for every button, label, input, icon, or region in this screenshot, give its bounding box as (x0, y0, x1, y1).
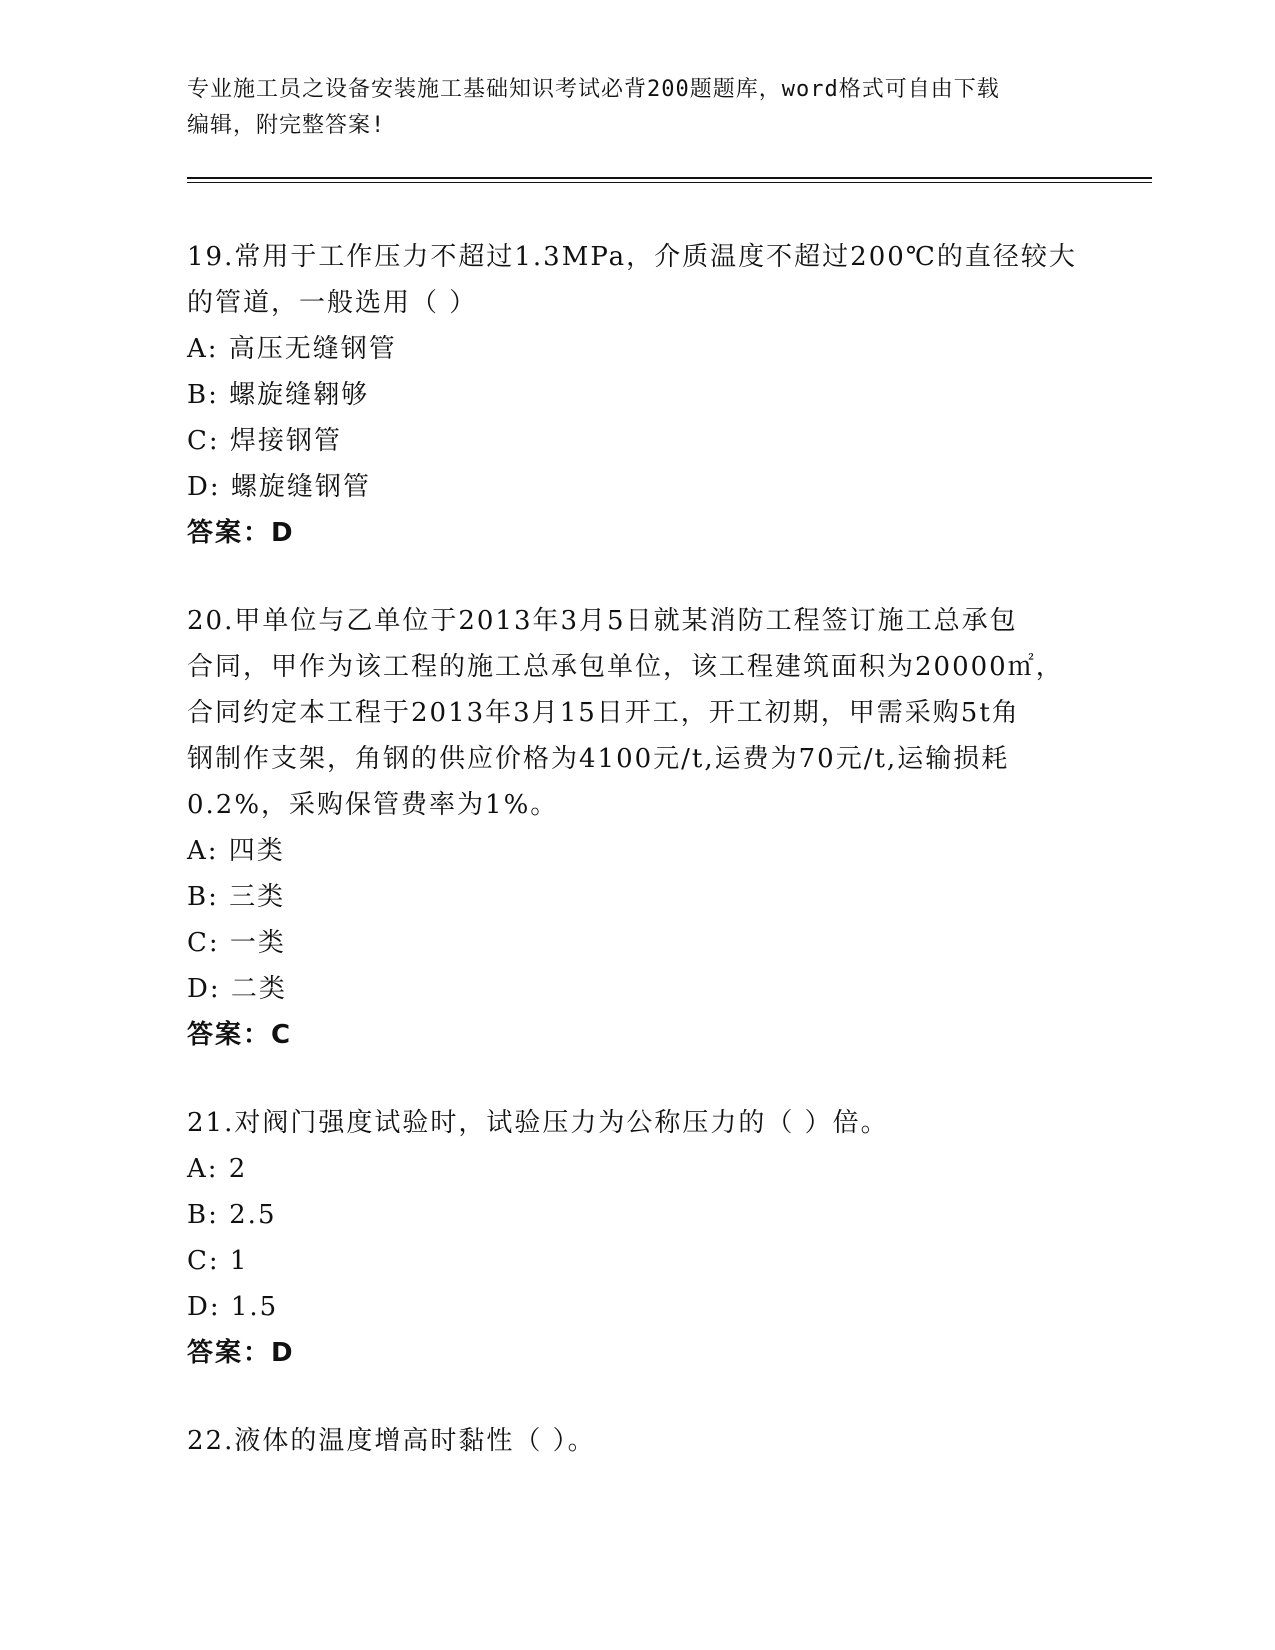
document-header (187, 72, 1077, 144)
header-divider-thin (187, 182, 1152, 183)
question-stem-line: 合同约定本工程于2013年3月15日开工，开工初期，甲需采购5t角 (187, 698, 1020, 728)
question-stem-line: 合同，甲作为该工程的施工总承包单位，该工程建筑面积为20000㎡， (187, 652, 1064, 682)
option-a: A: 四类 (187, 836, 285, 866)
question-20 (187, 598, 1087, 1058)
question-22 (187, 1418, 1087, 1464)
answer: 答案：C (187, 1020, 293, 1050)
option-c: C: 一类 (187, 928, 286, 958)
question-stem-line: 20.甲单位与乙单位于2013年3月5日就某消防工程签订施工总承包 (187, 606, 1018, 636)
question-21 (187, 1100, 1087, 1376)
option-b: B: 螺旋缝翱够 (187, 380, 370, 410)
answer: 答案：D (187, 1338, 295, 1368)
option-b: B: 三类 (187, 882, 286, 912)
question-stem-line: 21.对阀门强度试验时，试验压力为公称压力的（ ）倍。 (187, 1108, 889, 1138)
answer: 答案：D (187, 518, 295, 548)
header-divider (187, 177, 1152, 179)
option-d: D: 螺旋缝钢管 (187, 472, 371, 502)
header-line: 专业施工员之设备安装施工基础知识考试必背200题题库，word格式可自由下载 (187, 77, 1000, 102)
option-c: C: 焊接钢管 (187, 426, 342, 456)
option-a: A: 2 (187, 1154, 248, 1184)
question-19 (187, 234, 1087, 556)
question-stem-line: 19.常用于工作压力不超过1.3MPa，介质温度不超过200℃的直径较大 (187, 242, 1077, 272)
option-d: D: 1.5 (187, 1292, 279, 1322)
question-stem-line: 的管道，一般选用（ ） (187, 288, 478, 318)
option-a: A: 高压无缝钢管 (187, 334, 397, 364)
option-c: C: 1 (187, 1246, 249, 1276)
header-line: 编辑，附完整答案! (187, 113, 386, 138)
question-stem-line: 钢制作支架，角钢的供应价格为4100元/t,运费为70元/t,运输损耗 (187, 744, 1010, 774)
option-b: B: 2.5 (187, 1200, 277, 1230)
question-stem-line: 0.2%，采购保管费率为1%。 (187, 790, 559, 820)
question-stem-line: 22.液体的温度增高时黏性（ ）。 (187, 1426, 596, 1456)
option-d: D: 二类 (187, 974, 287, 1004)
